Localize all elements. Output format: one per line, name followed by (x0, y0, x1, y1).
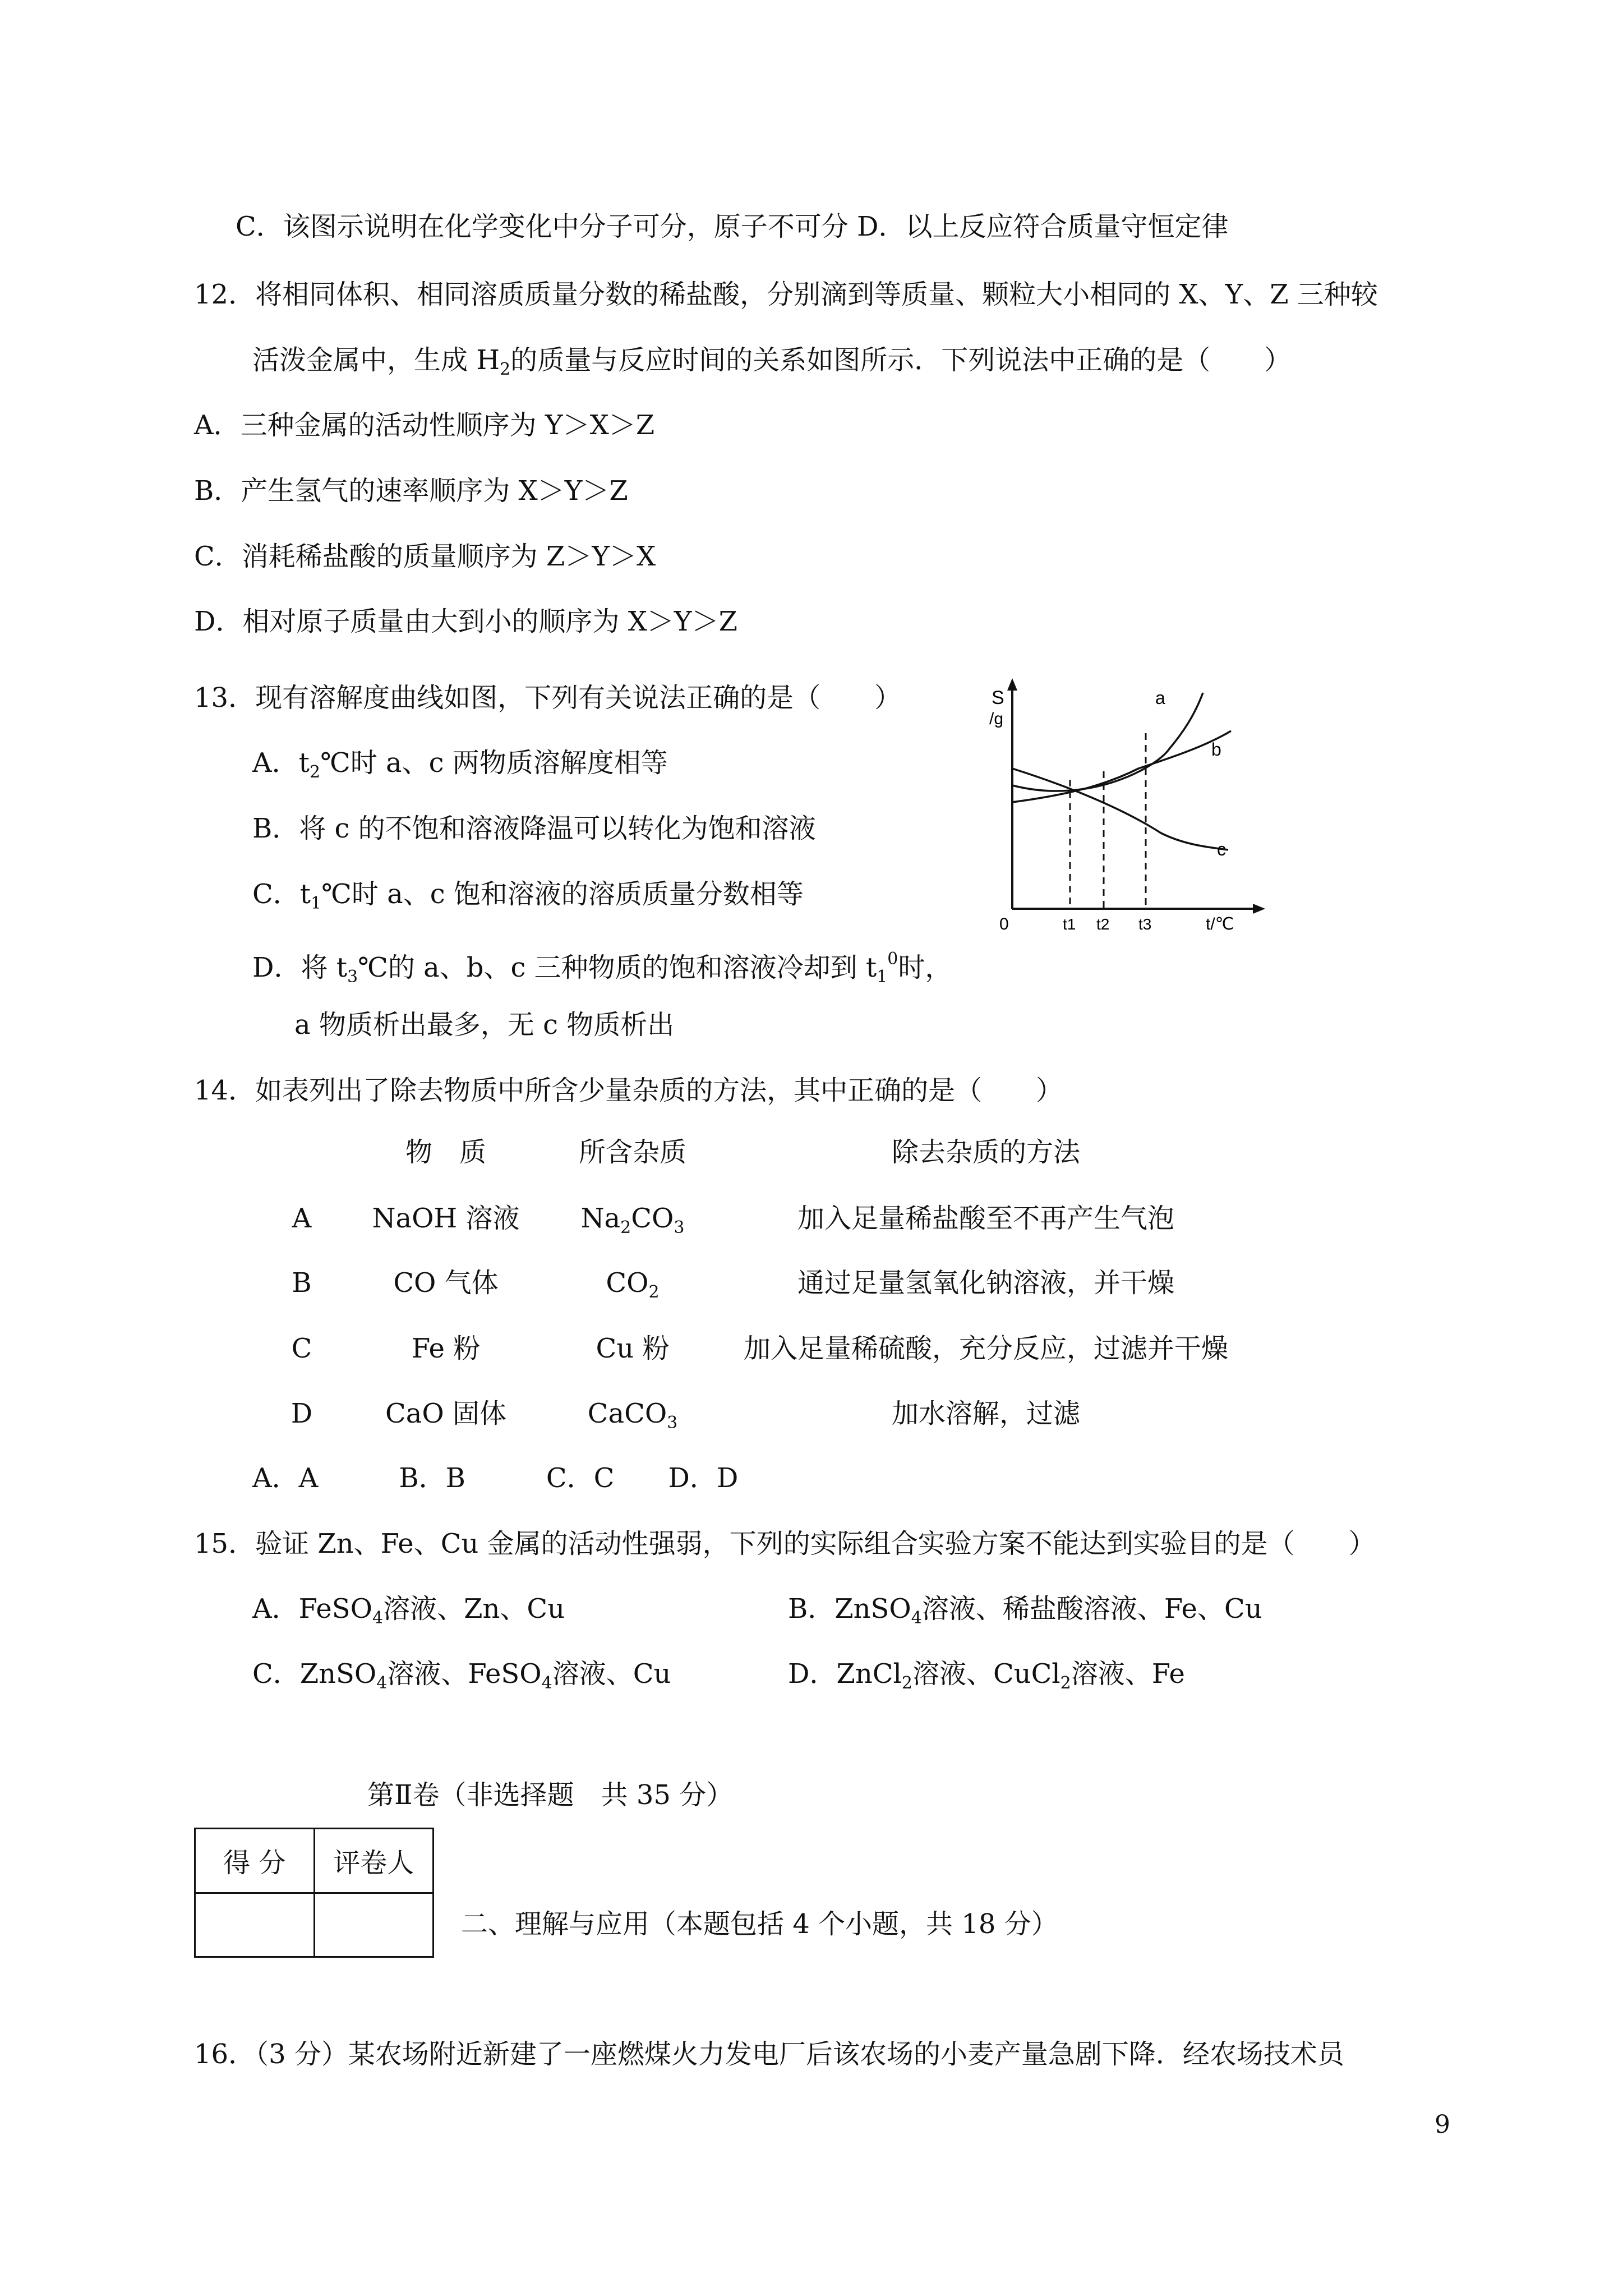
table-row-d-impurity: CaCO$_3$ (587, 1398, 678, 1433)
q13-stem: 13．现有溶解度曲线如图，下列有关说法正确的是（ ） (194, 682, 902, 714)
table-row-c-impurity: Cu 粉 (596, 1333, 670, 1364)
q15-option-c: C．ZnSO$_4$溶液、FeSO$_4$溶液、Cu (252, 1658, 671, 1693)
q16-stem: 16．（3 分）某农场附近新建了一座燃煤火力发电厂后该农场的小麦产量急剧下降．经农场技术员 (194, 2039, 1344, 2070)
table-row-d-label: D (291, 1398, 313, 1429)
score-label: 得 分 (195, 1829, 315, 1893)
table-row-b-label: B (292, 1267, 312, 1299)
table-row-a-method: 加入足量稀盐酸至不再产生气泡 (797, 1203, 1175, 1234)
grader-label: 评卷人 (314, 1829, 434, 1893)
y-label-unit: /g (989, 710, 1004, 728)
q15-option-b: B．ZnSO$_4$溶液、稀盐酸溶液、Fe、Cu (788, 1593, 1262, 1628)
q13-option-d: D．将 $t_3℃$的 a、b、c 三种物质的饱和溶液冷却到 $t_1^0$时， (252, 949, 952, 987)
tick-t2: t2 (1096, 915, 1110, 933)
part2-title: 第Ⅱ卷（非选择题 共 35 分） (367, 1779, 734, 1811)
tick-t1: t1 (1063, 915, 1076, 933)
q12-stem-line1: 12．将相同体积、相同溶质质量分数的稀盐酸，分别滴到等质量、颗粒大小相同的 X、Y、Z 三种较 (194, 279, 1378, 310)
table-row-c-substance: Fe 粉 (411, 1333, 481, 1364)
table-row-d-substance: CaO 固体 (385, 1398, 506, 1429)
q12-stem-line2: 活泼金属中，生成 $H_2$的质量与反应时间的关系如图所示．下列说法中正确的是（ ） (252, 344, 1292, 379)
table-row-d-method: 加水溶解，过滤 (891, 1398, 1081, 1429)
table-header-method: 除去杂质的方法 (891, 1137, 1081, 1168)
y-label-s: S (992, 687, 1004, 708)
q15-stem: 15．验证 Zn、Fe、Cu 金属的活动性强弱，下列的实际组合实验方案不能达到实验目的是（ ） (194, 1528, 1376, 1559)
solubility-curve-graph (981, 670, 1273, 934)
q13-option-a: A．$t_2℃$时 a、c 两物质溶解度相等 (252, 747, 668, 782)
q12-option-a: A．三种金属的活动性顺序为 Y＞X＞Z (194, 409, 655, 441)
table-header-impurity: 所含杂质 (578, 1137, 687, 1168)
q14-options: A．A B．B C．C D．D (252, 1462, 739, 1494)
q13-option-c: C．$t_1℃$时 a、c 饱和溶液的溶质质量分数相等 (252, 878, 804, 913)
graph-background (981, 670, 1273, 934)
table-row-a-impurity: $Na_2CO_3$ (580, 1203, 685, 1237)
page-number: 9 (1435, 2110, 1450, 2139)
table-header-substance: 物 质 (405, 1137, 487, 1168)
q12-option-c: C．消耗稀盐酸的质量顺序为 Z＞Y＞X (194, 541, 656, 572)
table-row-c-method: 加入足量稀硫酸，充分反应，过滤并干燥 (743, 1333, 1229, 1364)
q15-option-a: A．FeSO$_4$溶液、Zn、Cu (252, 1593, 565, 1628)
table-row-b-method: 通过足量氢氧化钠溶液，并干燥 (797, 1267, 1175, 1299)
table-row-b-impurity: $CO_2$ (606, 1267, 660, 1302)
curve-label-a: a (1155, 688, 1165, 708)
q12-option-b: B．产生氢气的速率顺序为 X＞Y＞Z (194, 475, 628, 507)
q14-stem: 14．如表列出了除去物质中所含少量杂质的方法，其中正确的是（ ） (194, 1075, 1063, 1106)
tick-t3: t3 (1138, 915, 1152, 933)
curve-label-c: c (1217, 839, 1226, 859)
q12-option-d: D．相对原子质量由大到小的顺序为 X＞Y＞Z (194, 606, 737, 637)
table-row-b-substance: CO 气体 (393, 1267, 499, 1299)
q15-option-d: D．ZnCl$_2$溶液、CuCl$_2$溶液、Fe (788, 1658, 1185, 1693)
q13-option-b: B．将 c 的不饱和溶液降温可以转化为饱和溶液 (252, 813, 816, 844)
score-cell[interactable] (195, 1893, 315, 1957)
q13-option-d-line2: a 物质析出最多，无 c 物质析出 (294, 1009, 675, 1041)
origin-label: 0 (999, 915, 1009, 933)
table-row-c-label: C (291, 1333, 312, 1364)
table-row-a-label: A (292, 1203, 312, 1234)
q11-option-c: C．该图示说明在化学变化中分子可分，原子不可分 D．以上反应符合质量守恒定律 (236, 211, 1229, 242)
curve-label-b: b (1211, 739, 1221, 760)
x-label: t/℃ (1206, 915, 1234, 933)
table-row-a-substance: NaOH 溶液 (372, 1203, 520, 1234)
section-heading: 二、理解与应用（本题包括 4 个小题，共 18 分） (461, 1908, 1058, 1940)
grader-cell[interactable] (314, 1893, 434, 1957)
score-table (194, 1828, 434, 1958)
